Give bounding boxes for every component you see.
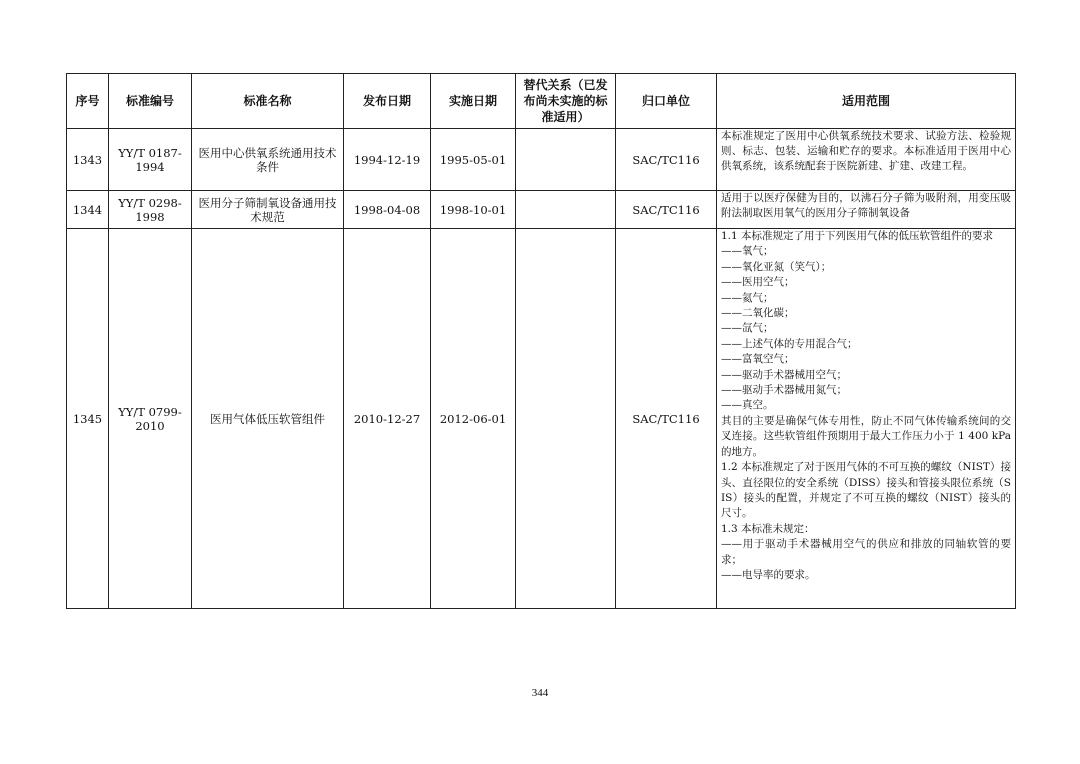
scope-line: ——上述气体的专用混合气； bbox=[721, 337, 858, 350]
table-row bbox=[67, 129, 1016, 191]
page-number: 344 bbox=[531, 687, 549, 699]
cell-unit: SAC/TC116 bbox=[616, 229, 717, 609]
cell-unit: SAC/TC116 bbox=[616, 191, 717, 229]
cell-seq: 1344 bbox=[67, 191, 109, 229]
cell-name: 医用气体低压软管组件 bbox=[192, 229, 344, 609]
cell-code: YY/T 0799-2010 bbox=[109, 229, 192, 609]
scope-line: ——氦气； bbox=[721, 291, 774, 304]
cell-seq: 1343 bbox=[67, 129, 109, 191]
scope-line: ——氧化亚氮（笑气）； bbox=[721, 260, 832, 273]
scope-line: ——氙气； bbox=[721, 322, 774, 335]
cell-code: YY/T 0298-1998 bbox=[109, 191, 192, 229]
cell-unit: SAC/TC116 bbox=[616, 129, 717, 191]
header-publish-date: 发布日期 bbox=[344, 74, 431, 129]
cell-implement-date: 1998-10-01 bbox=[431, 191, 516, 229]
scope-line: ——氧气； bbox=[721, 245, 774, 258]
cell-scope bbox=[717, 229, 1016, 609]
header-seq: 序号 bbox=[67, 74, 109, 129]
cell-scope: 适用于以医疗保健为目的，以沸石分子筛为吸附剂，用变压吸附法制取医用氧气的医用分子筛制氧设备 bbox=[717, 191, 1016, 229]
table-header-row bbox=[67, 74, 1016, 129]
cell-name: 医用中心供氧系统通用技术条件 bbox=[192, 129, 344, 191]
header-implement-date: 实施日期 bbox=[431, 74, 516, 129]
scope-line: 其目的主要是确保气体专用性，防止不同气体传输系统间的交叉连接。这些软管组件预期用于最大工作压力小于 1 400 kPa 的地方。 bbox=[721, 414, 1011, 458]
header-name: 标准名称 bbox=[192, 74, 344, 129]
header-replacement: 替代关系（已发布尚未实施的标准适用） bbox=[516, 74, 616, 129]
scope-line: ——驱动手术器械用氮气； bbox=[721, 384, 847, 397]
cell-seq: 1345 bbox=[67, 229, 109, 609]
scope-line: ——电导率的要求。 bbox=[721, 568, 816, 581]
cell-implement-date: 2012-06-01 bbox=[431, 229, 516, 609]
cell-publish-date: 2010-12-27 bbox=[344, 229, 431, 609]
cell-publish-date: 1994-12-19 bbox=[344, 129, 431, 191]
cell-publish-date: 1998-04-08 bbox=[344, 191, 431, 229]
cell-implement-date: 1995-05-01 bbox=[431, 129, 516, 191]
header-scope: 适用范围 bbox=[717, 74, 1016, 129]
cell-scope: 本标准规定了医用中心供氧系统技术要求、试验方法、检验规则、标志、包装、运输和贮存的要求。本标准适用于医用中心供氧系统，该系统配套于医院新建、扩建、改建工程。 bbox=[717, 129, 1016, 191]
header-code: 标准编号 bbox=[109, 74, 192, 129]
scope-line: ——二氧化碳； bbox=[721, 307, 795, 320]
scope-line: 1.2 本标准规定了对于医用气体的不可互换的螺纹（NIST）接头、直径限位的安全系统（DISS）接头和管接头限位系统（SIS）接头的配置，并规定了不可互换的螺纹（NIST）接头的尺寸。 bbox=[721, 461, 1011, 520]
standards-table bbox=[66, 73, 1016, 609]
table-row bbox=[67, 229, 1016, 609]
scope-line: ——驱动手术器械用空气； bbox=[721, 368, 847, 381]
scope-line: 1.1 本标准规定了用于下列医用气体的低压软管组件的要求 bbox=[721, 230, 994, 242]
cell-name: 医用分子筛制氧设备通用技术规范 bbox=[192, 191, 344, 229]
scope-line: ——用于驱动手术器械用空气的供应和排放的同轴软管的要求； bbox=[721, 538, 1011, 566]
cell-code: YY/T 0187-1994 bbox=[109, 129, 192, 191]
header-unit: 归口单位 bbox=[616, 74, 717, 129]
scope-line: ——富氧空气； bbox=[721, 353, 795, 366]
table-row bbox=[67, 191, 1016, 229]
scope-line: 1.3 本标准未规定： bbox=[721, 522, 815, 535]
cell-replacement bbox=[516, 129, 616, 191]
cell-replacement bbox=[516, 191, 616, 229]
cell-replacement bbox=[516, 229, 616, 609]
scope-line: ——医用空气； bbox=[721, 276, 795, 289]
scope-line: ——真空。 bbox=[721, 399, 774, 412]
